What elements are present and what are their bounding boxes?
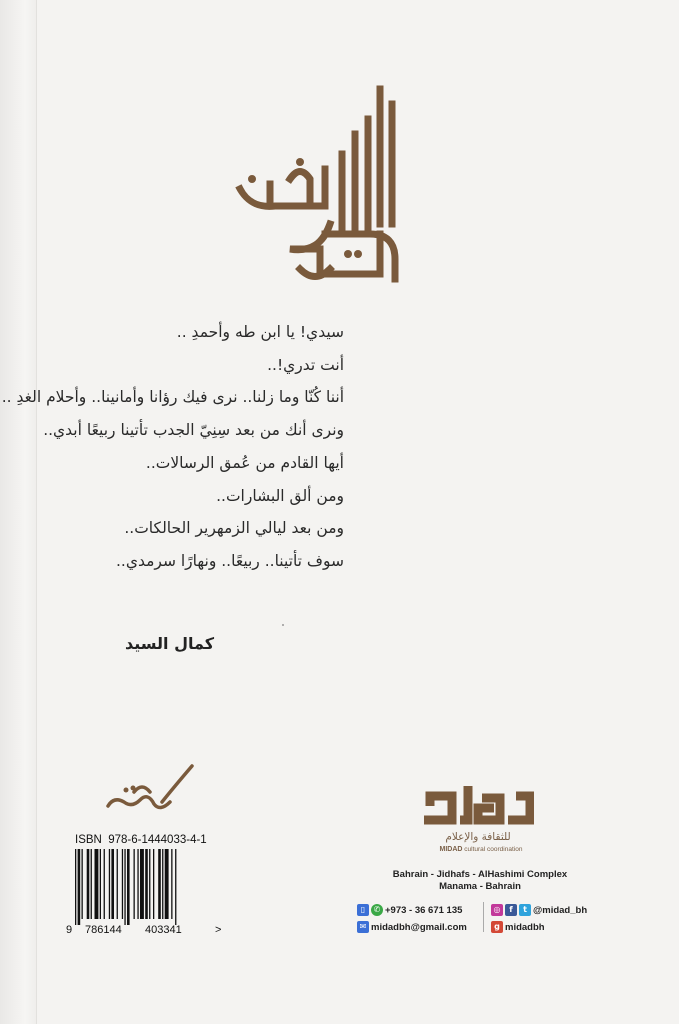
barcode-digit-left: 9 [66,924,73,935]
midad-english-tagline: MIDAD cultural coordination [439,846,523,853]
barcode-bar [127,849,130,925]
barcode-bar [171,849,172,919]
isbn-barcode [65,849,227,935]
barcode-bar [134,849,135,919]
poem-line: ومن ألق البشارات.. [216,486,344,505]
barcode-bar [122,849,123,919]
barcode-digits-left-group: 786144 [85,924,122,935]
poem-line: سيدي! يا ابن طه وأحمدِ .. [176,323,344,341]
contact-divider [483,902,484,932]
poem-line: ومن بعد ليالي الزمهرير الحالكات.. [124,519,344,538]
poem-author: كمال السيد [124,634,214,653]
email-contact [357,921,467,933]
midad-publisher-logo [424,784,534,832]
barcode-bar [104,849,105,919]
isbn-number: ISBN 978-6-1444033-4-1 [75,834,207,846]
barcode-bar [95,849,99,919]
gplus-contact [491,921,545,933]
social-handle[interactable]: @midad_bh [533,904,588,916]
barcode-bar [124,849,125,925]
book-spine-edge [0,0,37,1024]
barcode-bar [137,849,138,919]
barcode-bar [162,849,163,919]
barcode-bar [111,849,114,919]
barcode-bar [78,849,81,925]
barcode-bar [153,849,154,919]
email-icon: ✉ [357,921,369,933]
barcode-bar [149,849,150,919]
address-line: Manama - Bahrain [439,881,521,892]
instagram-icon: ◎ [491,904,503,916]
poem-line: سوف تأتينا.. ربيعًا.. ونهارًا سرمدي.. [115,551,344,570]
publisher-address [370,869,590,893]
title-calligraphy-logo [230,84,415,284]
barcode-bar [145,849,148,919]
barcode-bar [158,849,161,919]
twitter-icon: t [519,904,531,916]
facebook-icon: f [505,904,517,916]
barcode-bar [175,849,176,925]
barcode-bar [87,849,90,919]
barcode-bar [165,849,169,919]
barcode-bar [140,849,144,919]
poem-line: أيها القادم من عُمق الرسالات.. [145,453,344,472]
barcode-bar [109,849,110,919]
barcode-end-marker: > [215,924,222,935]
barcode-bar [100,849,101,919]
barcode-bar [91,849,92,919]
phone-contact [357,904,462,916]
barcode-bar [117,849,118,919]
barcode-bar [75,849,76,925]
barcode-digits-right-group: 403341 [145,924,182,935]
barcode-bar [82,849,83,919]
social-contact [491,904,587,916]
phone-icon: ▯ [357,904,369,916]
gplus-handle[interactable]: midadbh [505,921,545,933]
whatsapp-icon: ✆ [371,904,383,916]
poem-text [1,316,344,578]
poem-line: ونرى أنك من بعد سِنِيّ الجدب تأتينا ربيعًا أبدي.. [43,421,344,440]
email-address[interactable]: midadbh@gmail.com [371,921,467,933]
speck [282,624,284,626]
poem-line: أننا كُنّا وما زلنا.. نرى فيك رؤانا وأمانينا.. وأحلام الغدِ .. [1,388,344,407]
kalemat-publisher-logo [104,762,200,820]
poem-line: أنت تدري!.. [267,355,344,374]
midad-arabic-tagline: للثقافة والإعلام [445,831,511,843]
google-plus-icon: g [491,921,503,933]
address-line: Bahrain - Jidhafs - AlHashimi Complex [392,869,568,880]
phone-number[interactable]: +973 - 36 671 135 [385,904,463,916]
